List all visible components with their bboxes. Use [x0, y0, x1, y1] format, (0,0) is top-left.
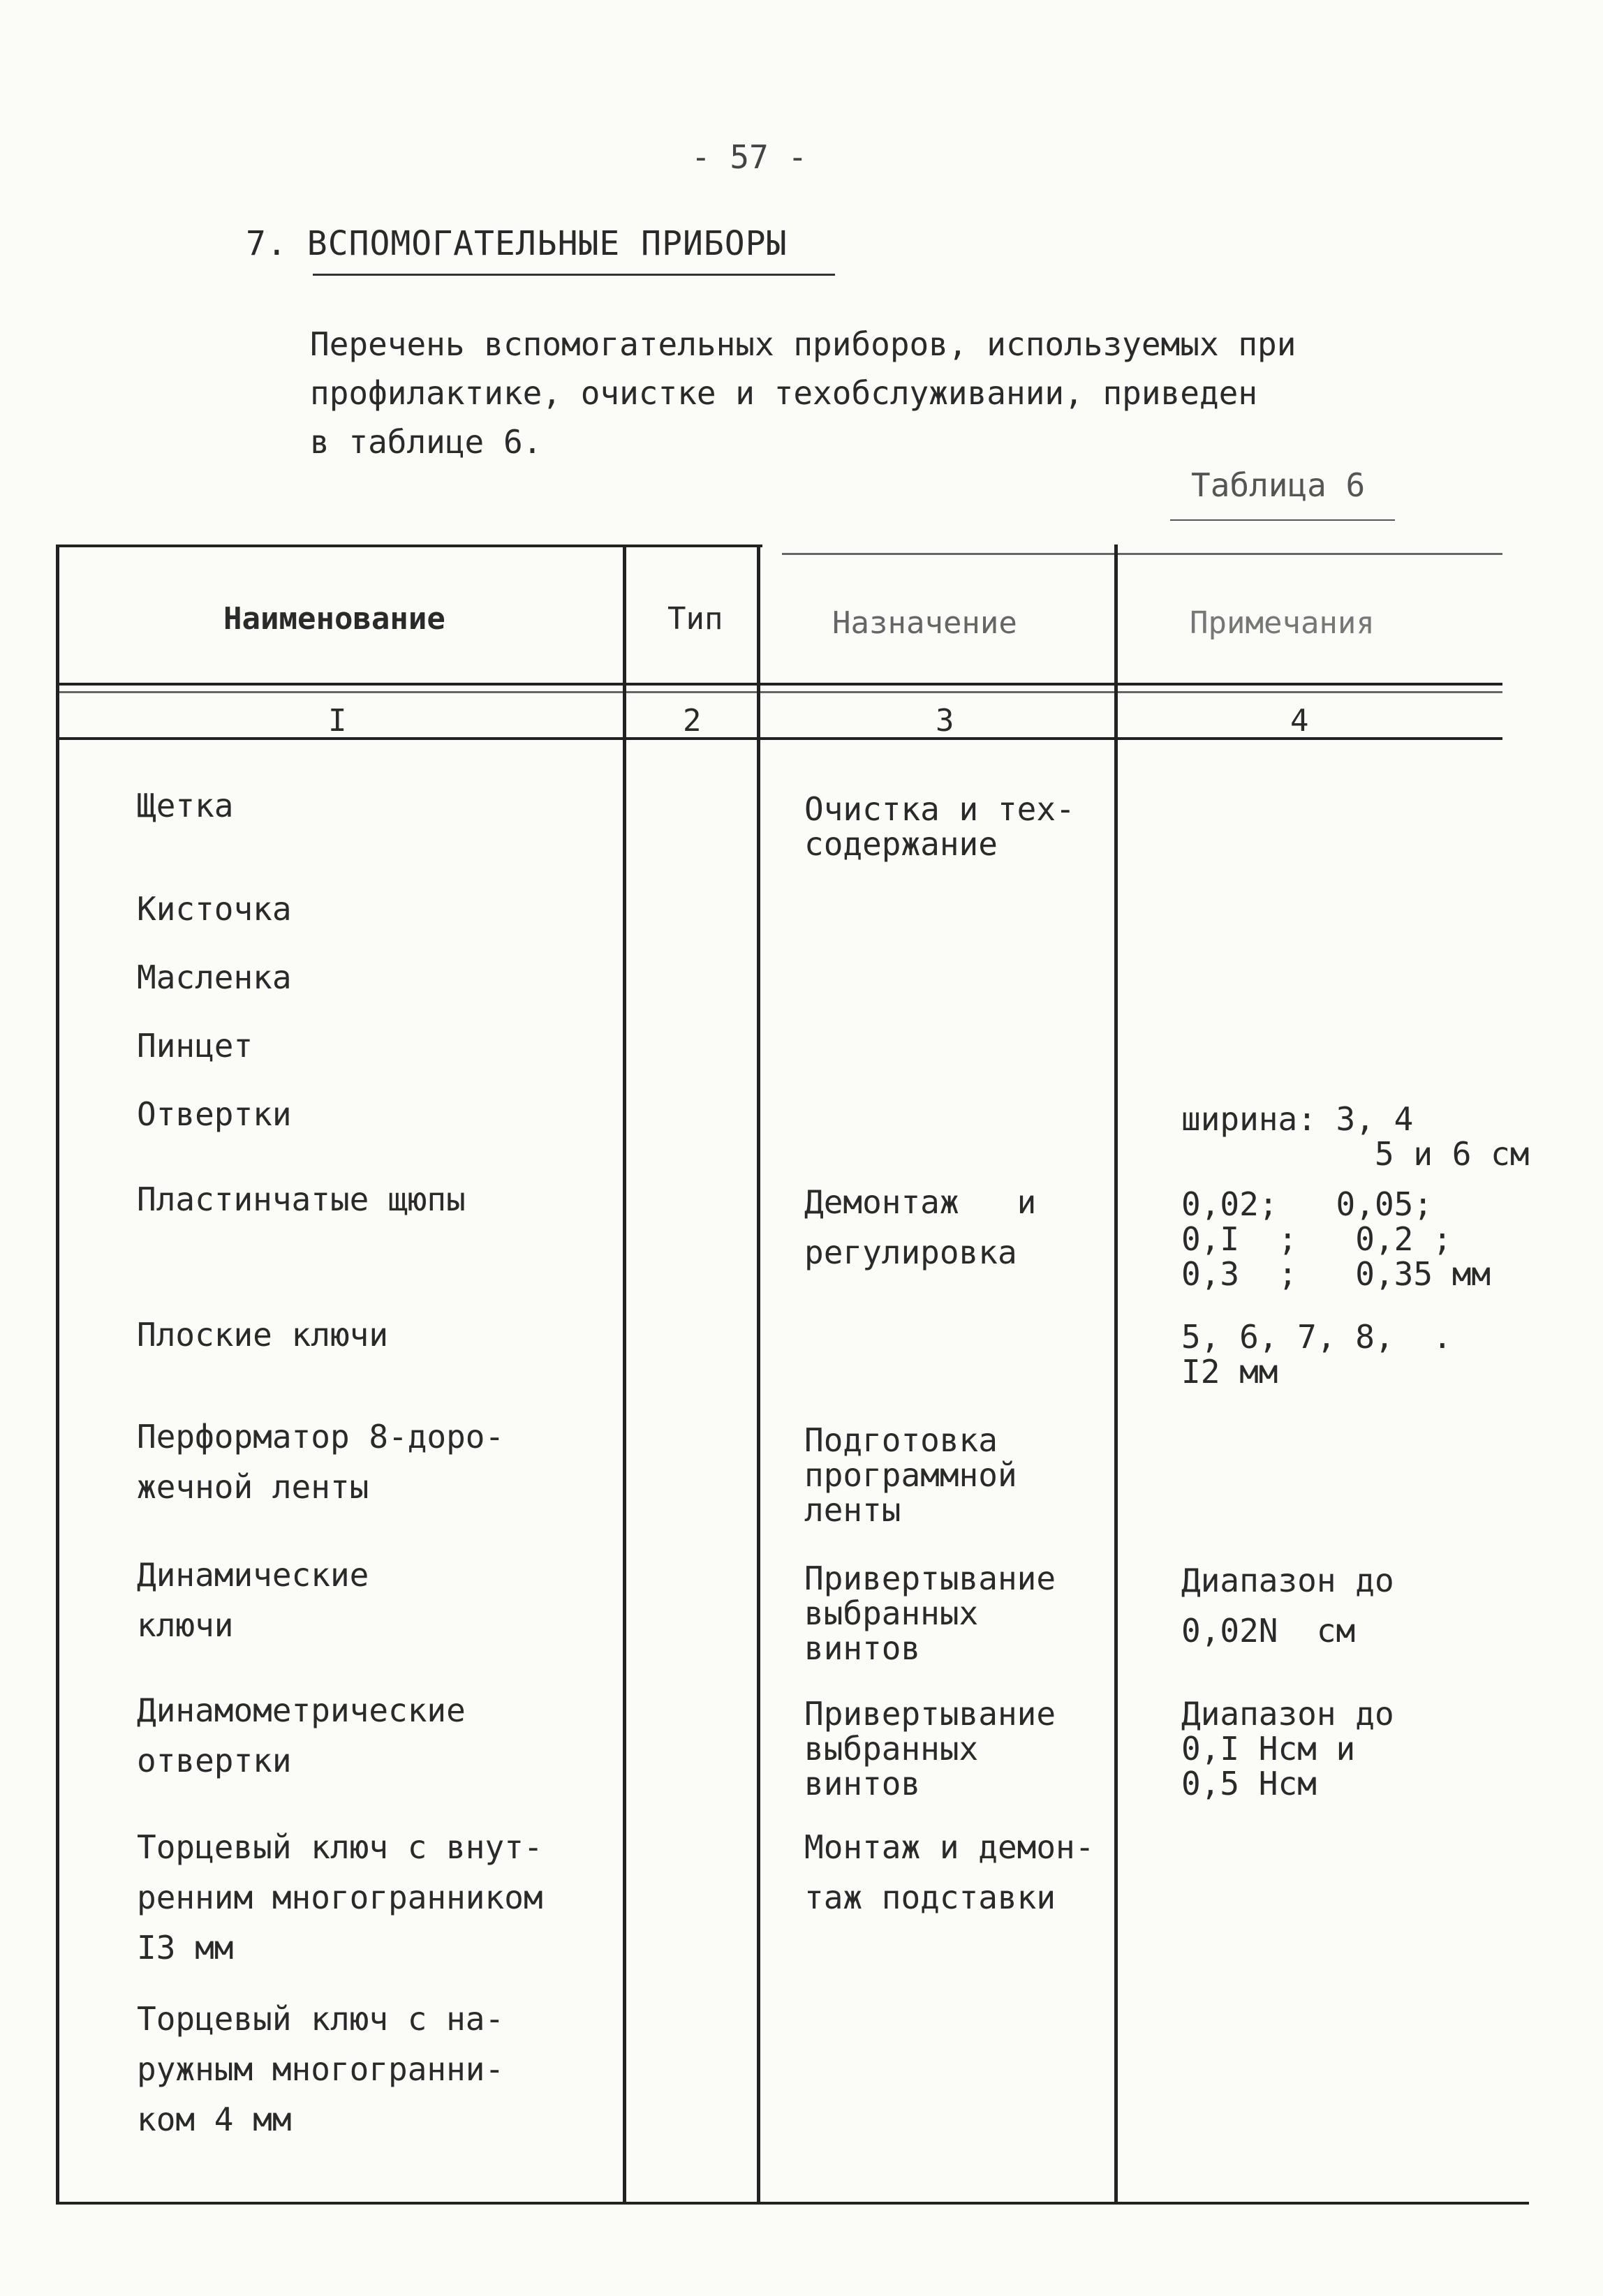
- column-divider-2: [757, 545, 760, 2205]
- row-purpose: Демонтаж и регулировка: [804, 1183, 1037, 1271]
- row-name: Щетка: [137, 787, 234, 824]
- row-name: Динамометрические отвертки: [137, 1691, 466, 1779]
- column-number-4: 4: [1290, 703, 1309, 739]
- section-number: 7.: [246, 224, 288, 263]
- header-type: Тип: [667, 601, 723, 637]
- row-name: Кисточка: [137, 890, 292, 928]
- header-separator-second: [56, 691, 1502, 693]
- header-purpose: Назначение: [832, 605, 1017, 641]
- row-purpose: Привертывание выбранных винтов: [804, 1695, 1056, 1802]
- header-separator: [56, 683, 1502, 686]
- row-name: Торцевый ключ с внут- ренним многогранником I3 мм: [137, 1828, 543, 1967]
- page-number: - 57 -: [691, 138, 808, 176]
- section-heading: [246, 222, 787, 265]
- section-title-underline: [313, 274, 835, 276]
- header-notes: Примечания: [1190, 605, 1375, 641]
- table-top-border-right: [782, 553, 1502, 555]
- row-note: 5, 6, 7, 8, . I2 мм: [1181, 1318, 1452, 1391]
- column-number-separator: [56, 737, 1502, 740]
- column-number-3: 3: [936, 703, 954, 739]
- row-name: Отвертки: [137, 1095, 292, 1133]
- table-caption-underline: [1170, 519, 1395, 521]
- table-caption: Таблица 6: [1191, 466, 1366, 504]
- row-name: Плоские ключи: [137, 1316, 389, 1354]
- row-name: Пинцет: [137, 1027, 253, 1065]
- row-purpose: Очистка и тех- содержание: [804, 790, 1075, 863]
- intro-paragraph: Перечень вспомогательных приборов, используемых при профилактике, очистке и техобслуживании, приведен в таблице 6.: [310, 325, 1297, 461]
- row-note: 0,02; 0,05; 0,I ; 0,2 ; 0,3 ; 0,35 мм: [1181, 1185, 1491, 1293]
- column-divider-1: [623, 545, 626, 2205]
- column-number-1: I: [328, 703, 347, 739]
- row-note: Диапазон до 0,I Нсм и 0,5 Нсм: [1181, 1695, 1394, 1802]
- row-purpose: Подготовка программной ленты: [804, 1421, 1017, 1529]
- row-name: Торцевый ключ с на- ружным многогранни- ком 4 мм: [137, 2000, 505, 2138]
- section-title: ВСПОМОГАТЕЛЬНЫЕ ПРИБОРЫ: [306, 224, 788, 263]
- header-name: Наименование: [223, 601, 445, 637]
- row-purpose: Привертывание выбранных винтов: [804, 1560, 1056, 1667]
- column-number-2: 2: [683, 703, 702, 739]
- table-top-border: [56, 545, 762, 547]
- row-name: Динамические ключи: [137, 1556, 369, 1644]
- row-note: Диапазон до 0,02N см: [1181, 1562, 1394, 1650]
- row-purpose: Монтаж и демон- таж подставки: [804, 1828, 1095, 1916]
- row-name: Перформатор 8-доро- жечной ленты: [137, 1418, 505, 1506]
- row-note: ширина: 3, 4 5 и 6 см: [1181, 1100, 1530, 1173]
- row-name: Пластинчатые щюпы: [137, 1180, 466, 1218]
- table-bottom-border: [56, 2202, 1529, 2205]
- column-divider-3: [1114, 545, 1118, 2205]
- table-left-border: [56, 545, 59, 2205]
- row-name: Масленка: [137, 958, 292, 996]
